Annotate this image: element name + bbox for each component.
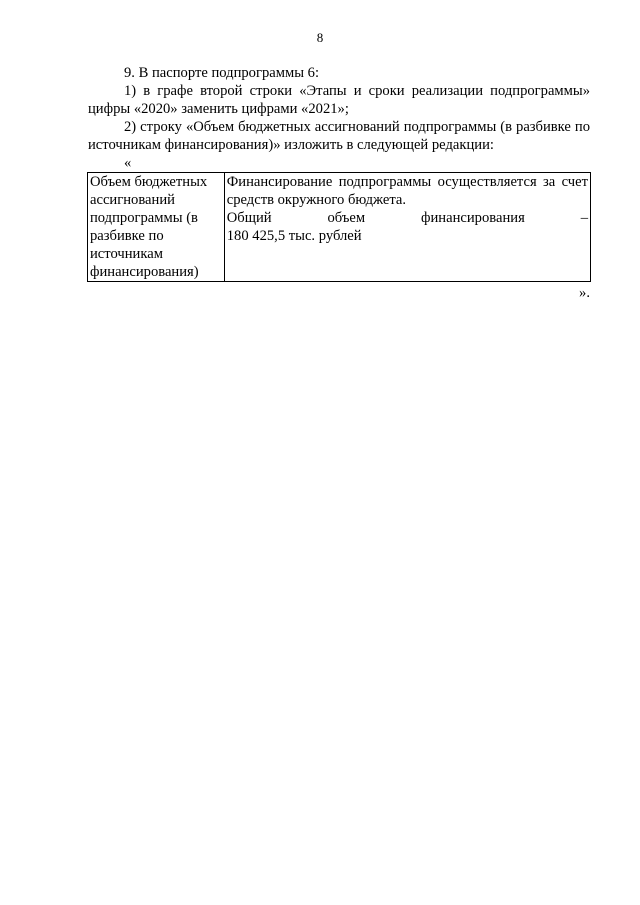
label-line: подпрограммы (в	[90, 210, 198, 226]
amendment-item-2: 2) строку «Объем бюджетных ассигнований подпрограммы (в разбивке по источникам финансирования)» изложить в следующей редакции:	[88, 119, 590, 153]
page-number: 8	[316, 30, 324, 45]
label-line: финансирования)	[90, 264, 199, 280]
value-line: средств окружного бюджета.	[226, 192, 407, 208]
value-line: Финансирование подпрограммы осуществляется за счет	[226, 174, 588, 190]
amendment-item-1: 1) в графе второй строки «Этапы и сроки реализации подпрограммы» цифры «2020» заменить цифрами «2021»;	[88, 83, 590, 117]
label-line: ассигнований	[90, 192, 175, 208]
table-row	[88, 173, 591, 282]
passport-table	[87, 172, 591, 282]
row-label-cell	[88, 173, 225, 282]
document-body	[88, 64, 590, 302]
closing-quote-mark: ».	[579, 285, 590, 301]
row-value-cell	[224, 173, 590, 282]
value-line: Общий объем финансирования –	[226, 210, 588, 226]
section-heading: 9. В паспорте подпрограммы 6:	[124, 65, 320, 81]
label-line: разбивке по	[90, 228, 164, 244]
opening-quote-mark: «	[124, 155, 132, 171]
value-line: 180 425,5 тыс. рублей	[226, 228, 362, 244]
label-line: источникам	[90, 246, 163, 262]
label-line: Объем бюджетных	[90, 174, 208, 190]
